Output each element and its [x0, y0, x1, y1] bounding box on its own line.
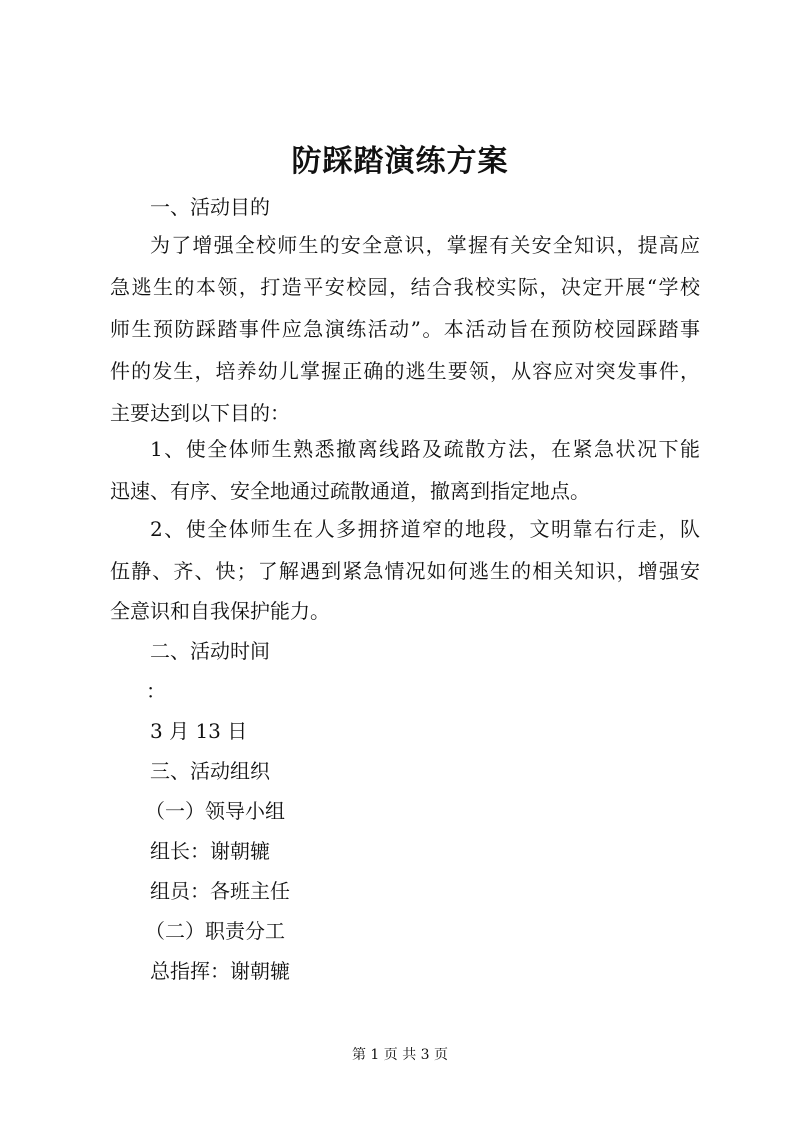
subheading-responsibilities: （二）职责分工 — [145, 919, 285, 943]
commander: 总指挥：谢朝辘 — [150, 959, 290, 983]
subheading-leadership: （一）领导小组 — [145, 799, 285, 823]
group-members: 组员：各班主任 — [150, 879, 290, 903]
list-item-2: 2、使全体师生在人多拥挤道窄的地段，文明靠右行走，队 — [150, 517, 700, 541]
section-heading-time: 二、活动时间 — [150, 639, 270, 663]
section-heading-purpose: 一、活动目的 — [150, 195, 270, 219]
document-title: 防踩踏演练方案 — [291, 144, 509, 179]
paragraph-line: 全意识和自我保护能力。 — [110, 599, 330, 623]
paragraph-line: 迅速、有序、安全地通过疏散通道，撤离到指定地点。 — [110, 479, 590, 503]
paragraph-line: 师生预防踩踏事件应急演练活动”。本活动旨在预防校园踩踏事 — [110, 317, 700, 341]
list-item-1: 1、使全体师生熟悉撤离线路及疏散方法，在紧急状况下能 — [150, 437, 700, 461]
activity-date: 3 月 13 日 — [150, 719, 248, 743]
paragraph-line: 为了增强全校师生的安全意识，掌握有关安全知识，提高应 — [150, 233, 700, 257]
paragraph-line: 件的发生，培养幼儿掌握正确的逃生要领，从容应对突发事件， — [110, 359, 700, 383]
time-colon: ： — [146, 679, 166, 703]
paragraph-line: 急逃生的本领，打造平安校园，结合我校实际，决定开展“学校 — [110, 275, 700, 299]
paragraph-line: 主要达到以下目的： — [110, 401, 290, 425]
paragraph-line: 伍静、齐、快；了解遇到紧急情况如何逃生的相关知识，增强安 — [110, 559, 700, 583]
page-footer: 第 1 页 共 3 页 — [351, 1047, 449, 1063]
group-leader: 组长：谢朝辘 — [150, 839, 270, 863]
section-heading-organization: 三、活动组织 — [150, 759, 270, 783]
